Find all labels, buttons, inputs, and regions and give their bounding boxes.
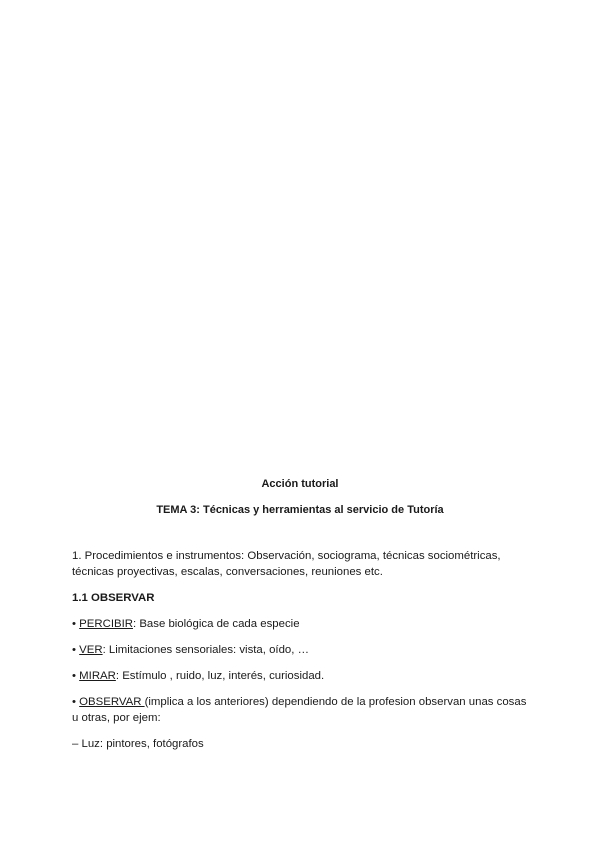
bullet-marker: • [72, 618, 76, 630]
intro-paragraph: 1. Procedimientos e instrumentos: Observación, sociograma, técnicas sociométricas, técnicas proyectivas, escalas, conversaciones, reuniones etc. [72, 550, 501, 578]
bullet-marker: • [72, 696, 76, 708]
bullet-term: MIRAR [79, 670, 116, 682]
section-heading: 1.1 OBSERVAR [72, 592, 155, 604]
bullet-item-mirar [72, 668, 528, 684]
document-content [72, 476, 528, 752]
document-title: Acción tutorial [261, 478, 339, 490]
document-subtitle: TEMA 3: Técnicas y herramientas al servicio de Tutoría [156, 504, 444, 516]
bullet-text: : Limitaciones sensoriales: vista, oído, … [102, 644, 309, 656]
bullet-item-ver [72, 642, 528, 658]
bullet-term: VER [79, 644, 103, 656]
bullet-term: PERCIBIR [79, 618, 133, 630]
bullet-text: : Base biológica de cada especie [132, 618, 300, 630]
bullet-text: (implica a los anteriores) dependiendo de la profesion observan unas cosas u otras, por ejem: [72, 696, 527, 724]
bullet-item-percibir [72, 616, 528, 632]
bullet-marker: • [72, 670, 76, 682]
bullet-item-observar [72, 694, 528, 726]
dash-list-item: – Luz: pintores, fotógrafos [72, 738, 204, 750]
bullet-text: : Estímulo , ruido, luz, interés, curiosidad. [115, 670, 325, 682]
bullet-term: OBSERVAR [79, 696, 145, 708]
bullet-marker: • [72, 644, 76, 656]
